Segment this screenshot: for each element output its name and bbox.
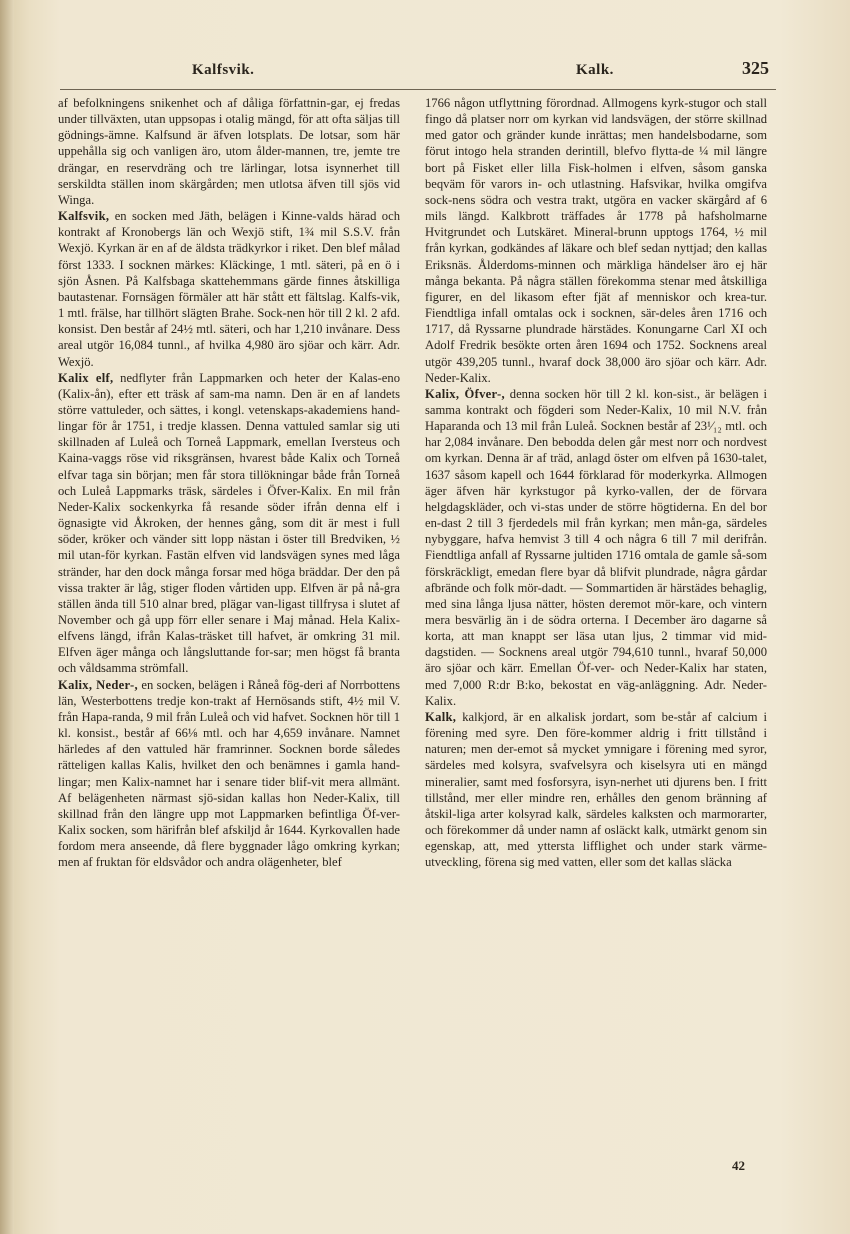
entry-headword: Kalix, Neder-, bbox=[58, 677, 138, 692]
entry-kalk bbox=[425, 709, 767, 871]
entry-headword: Kalfsvik, bbox=[58, 209, 110, 224]
left-column bbox=[58, 95, 400, 871]
entry-text: 1766 någon utflyttning förordnad. Allmogens kyrk-stugor och stall fingo då platser norr om kyrkan vid landsvägen, der större skillnad med gator och gränder kunde inrättas; men handelsbodarne, som förut intogo hela stranden derintill, blefvo flytta-de ¼ mil längre bort på Fisket eller lilla Fisk-holmen i elfven, såsom ganska beqväm för varors in- och utlastning. Hafsvikar, hvilka omgifva sock-nens södra och vestra trakt, utgöra en vacker skärgård af 6 mils längd. Kalkbrott träffades år 1778 på hafsholmarne Hvitgrundet och Lutskäret. Mineral-brunn upptogs 1764, ½ mil från kyrkan, godkändes af läkare och blef sedan nyttjad; den kallas Eriksnäs. Ålderdoms-minnen och märkliga händelser äro ej här många bekanta. På några ställen förekomma stenar med åtskilliga figurer, en del likasom efter fjät af menniskor och krea-tur. Fiendtliga infall omtalas ock i socknen, sär-deles åren 1716 och 1717, då Ryssarne plundrade härstädes. Konungarne Carl XI och Adolf Fredrik besökte orten åren 1694 och 1752. Socknens areal utgör 439,205 tunnl., hvaraf dock 38,000 äro sjöar och kärr. Adr. Neder-Kalix. bbox=[425, 96, 767, 385]
entry-kalix-neder bbox=[58, 677, 400, 871]
page-number: 325 bbox=[742, 58, 769, 78]
header-rule bbox=[60, 89, 776, 90]
running-header bbox=[60, 58, 780, 86]
entry-headword: Kalk, bbox=[425, 709, 457, 724]
entry-text: nedflyter från Lappmarken och heter der Kalas-eno (Kalix-ån), efter ett träsk af sam-ma namn. Den är en af landets större vattuleder, och sättes, i kongl. vetenskaps-akademiens hand-lingar för år 1751, i tredje klassen. Denna vattuled samlar sig uti skillnaden af Luleå och Torneå Lappmark, emellan Iversteus och Kaina-vaggs röse vid riksgränsen, hvarest både Kalix och Torneå elfvar taga sin början; men får stora tillökningar både från Torneå och Luleå Lappmarks träsk, särdeles i Öfver-Kalix. En mil från Neder-Kalix sockenkyrka få resande söder ifrån denna elf i ögnasigte vid Åkroken, der hennes gång, som dit är mest i full söder, kröker och vänder sitt lopp nästan i öster till Bredviken, ½ mil utan-för kyrkan. Fastän elfven vid landsvägen synes med låga stränder, har den dock många forsar med höga bräddar. Der den på vissa trakter är låg, stiger floden vårtiden upp. Elfven är på nå-gra ställen ända till 510 alnar bred, plägar van-ligast tillfrysa i slutet af November och gå upp förr eller senare i Maj månad. Hela Kalix-elfvens längd, ifrån Kalas-träsket till hafvet, är omkring 31 mil. Elfven äger många och långsluttande for-sar; men högst få branta och våldsamma strömfall. bbox=[58, 370, 400, 676]
page-spine-shadow bbox=[0, 0, 14, 1234]
running-head-left: Kalfsvik. bbox=[192, 62, 255, 78]
signature-mark: 42 bbox=[732, 1158, 745, 1173]
entry-headword: Kalix elf, bbox=[58, 370, 114, 385]
entry-text: denna socken hör till 2 kl. kon-sist., är belägen i samma kontrakt och fögderi som Neder-Kalix, 10 mil N.V. från Haparanda och 13 mil från Luleå. Socknen består af 23¹⁄₁₂ mtl. och har 2,084 invånare. Den bebodda delen går mest norr och nordvest om kyrkan. Denna är af träd, anlagd öster om elfven på 1630-talet, 1637 såsom kapell och 1644 förklarad för moderkyrka. Allmogen äger äfven här kyrkstugor på kyrko-vallen, der de förvara helgdagskläder, och vi-stas under de större högtiderna. En del bor en-dast 2 till 3 fjerdedels mil från kyrkan; men mån-ga, särdeles nybyggare, hafva hemvist 3 till 4 och några 6 till 7 mil derifrån. Fiendtliga anfall af Ryssarne jultiden 1716 omtala de gamle så-som förskräckligt, emedan flere byar då blifvit plundrade, några gårdar afbrände och folk mör-dadt. — Sommartiden är härstädes behaglig, med sina långa ljusa nätter, hösten deremot mör-kare, och vintern mera besvärlig än i de södra orterna. I December äro dagarne så korta, att man knappt ser läsa utan ljus, 2 timmar vid mid-dagstiden. — Socknens areal utgör 794,610 tunnl., hvaraf 50,000 äro sjöar och kärr. Emellan Öf-ver- och Neder-Kalix har staten, med 7,000 R:dr B:ko, bekostat en väg-anläggning. Adr. Neder-Kalix. bbox=[425, 386, 767, 708]
entry-text: en socken med Jäth, belägen i Kinne-valds härad och kontrakt af Kronobergs län och Wexjö stift, 1¾ mil S.S.V. från Wexjö. Kyrkan är en af de äldsta trädkyrkor i riket. Den blef målad först 1333. I socknen märkes: Kläckinge, 1 mtl. säteri, på en ö i sjön Åsnen. På Kalfsbaga skattehemmans gärde finnes åtskilliga bautastenar. Fornsägen förmäler att här stått ett fältslag. Kalfs-vik, 1 mtl. frälse, har tillhört slägten Brahe. Sock-nen hör till 2 kl. 2 afd. konsist. Den består af 24½ mtl. säteri, och har 1,210 invånare. Dess areal utgör 16,084 tunnl., af hvilka 4,980 äro sjöar och kärr. Adr. Wexjö. bbox=[58, 209, 400, 369]
running-head-right: Kalk. bbox=[576, 62, 614, 78]
entry-kalfsvik bbox=[58, 208, 400, 370]
entry-text: af befolkningens snikenhet och af dåliga författnin-gar, ej fredas under tillväxten, utan uppsopas i otalig mängd, för att ofta säljas till gödnings-ämne. Kalfsund är äfven lotsplats. De lotsar, som här uppehålla sig och vanligen äro, utom ålder-mannen, tre, jemte tre drängar, en reservdräng och tre lärlingar, lotsa isynnerhet till serskildta ställen inom skärgården; men utlotsa äfven till sjös vid Winga. bbox=[58, 96, 400, 207]
entry-headword: Kalix, Öfver-, bbox=[425, 386, 505, 401]
entry-kalix-elf bbox=[58, 370, 400, 677]
entry-text: en socken, belägen i Råneå fög-deri af Norrbottens län, Westerbottens tredje kon-trakt af Hernösands stift, 4½ mil V. från Hapa-randa, 9 mil från Luleå och vid hafvet. Socknen hör till 1 kl. konsist., består af 66⅛ mtl. och har 4,659 invånare. Namnet härledes af den vattuled här framrinner. Socknen borde således rätteligen kallas Kalis, hvilket den och benämnes i gamla hand-lingar; men Kalix-namnet har i senare tider blif-vit mera allmänt. Af belägenheten närmast sjö-sidan kallas hon Neder-Kalix, till skillnad från den längre upp mot Lappmarken befintliga Öf-ver-Kalix socken, som härifrån blef afskiljd år 1644. Kyrkovallen hade fordom mera anseende, då flere byggnader lågo omkring kyrkan; men af fruktan för eldsvådor och andra olägenheter, blef bbox=[58, 677, 400, 870]
right-column bbox=[425, 95, 767, 871]
entry-continuation bbox=[425, 95, 767, 386]
entry-text: kalkjord, är en alkalisk jordart, som be-står af calcium i förening med syre. Den före-kommer aldrig i fritt tillstånd i naturen; men der-emot så mycket ymnigare i förening med syror, särdeles med kolsyra, svafvelsyra och kiselsyra uti en mängd mineralier, samt med fosforsyra, isyn-nerhet uti djurens ben. I fritt tillstånd, mer eller mindre ren, erhålles den genom bränning af åtskil-liga arter kolsyrad kalk, särdeles kalksten och marmorarter, och förekommer då under namn af osläckt kalk, utmärkt genom sin egenskap, att, med yttersta lifflighet och under stark värme-utveckling, förena sig med vatten, eller som det kallas släcka bbox=[425, 709, 767, 870]
entry-continuation bbox=[58, 95, 400, 208]
entry-kalix-ofver bbox=[425, 386, 767, 709]
